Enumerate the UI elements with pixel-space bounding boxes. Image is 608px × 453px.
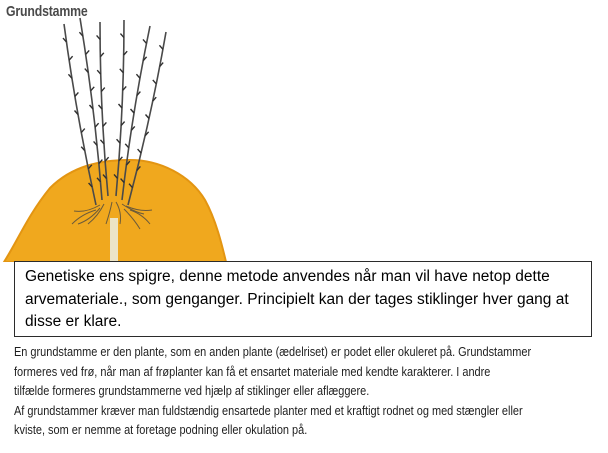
stool-bed-diagram xyxy=(0,0,232,262)
shoot-bud xyxy=(143,39,147,43)
shoot-bud xyxy=(75,92,79,96)
description-text xyxy=(14,342,532,440)
shoot-bud xyxy=(81,129,85,133)
shoot-bud xyxy=(153,80,157,84)
rootstock-stump xyxy=(110,218,118,262)
shoot-bud xyxy=(136,74,140,78)
shoot-bud xyxy=(159,45,163,49)
shoot-bud xyxy=(125,144,129,148)
diagram-title: Grundstamme xyxy=(6,3,88,20)
mound-layering-illustration xyxy=(0,0,232,262)
callout-box xyxy=(14,261,592,337)
shoot-bud xyxy=(86,50,90,54)
description-line: Af grundstammer kræver man fuldstændig ensartede planter med et kraftigt rodnet og med stængler eller xyxy=(14,402,523,418)
description-line: En grundstamme er den plante, som en anden plante (ædelriset) er podet eller okuleret på. Grundstammer xyxy=(14,344,532,359)
callout-text: Genetiske ens spigre, denne metode anvendes når man vil have netop dette arvemateriale., som genganger. Principielt kan der tages stiklinger hver gang at disse er klare. xyxy=(25,268,569,330)
description-line: formeres ved frø, når man af frøplanter kan få et ensartet materiale med kendte karakterer. I andre xyxy=(14,363,491,379)
shoot-bud xyxy=(138,149,142,153)
description-line: kviste, som er nemme at foretage podning eller okulation på. xyxy=(14,422,308,437)
description-line: tilfælde formeres grundstammerne ved hjælp af stiklinger eller aflæggere. xyxy=(14,383,370,398)
shoot-bud xyxy=(69,56,73,60)
shoot-bud xyxy=(131,109,135,113)
shoot-bud xyxy=(146,115,150,119)
